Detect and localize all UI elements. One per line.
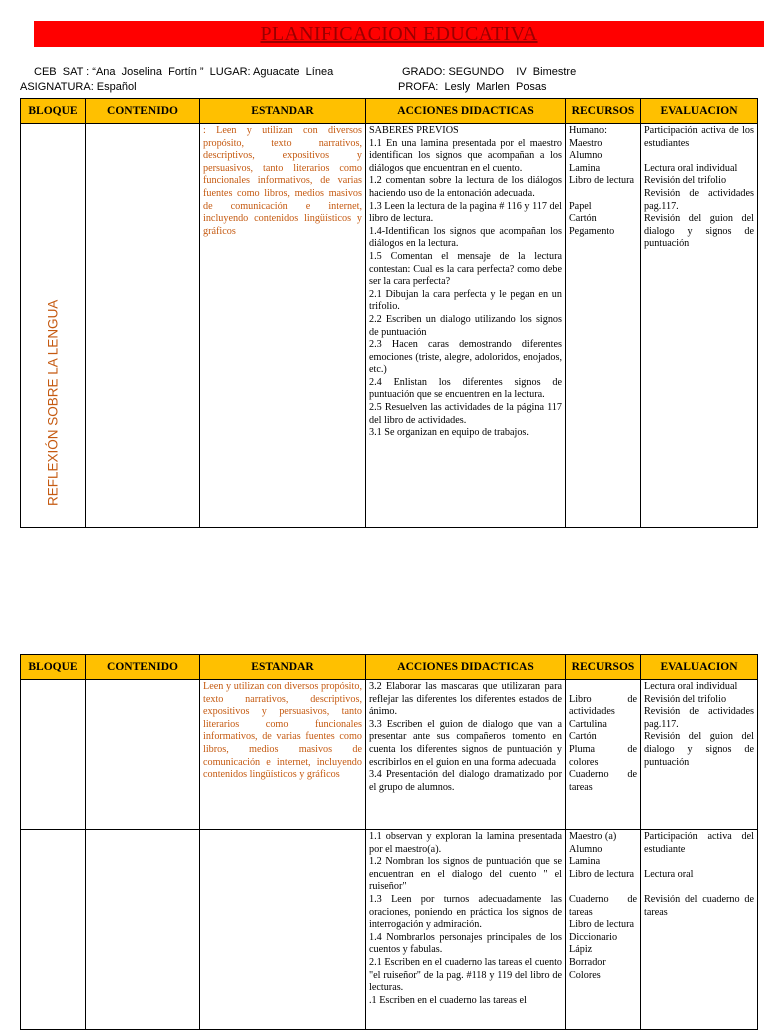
table-header-row <box>21 99 758 124</box>
recursos-cell: Humano: Maestro Alumno Lamina Libro de lectura Papel Cartón Pegamento <box>566 124 641 528</box>
evaluacion-cell: Participación activa del estudiante Lectura oral Revisión del cuaderno de tareas <box>641 830 758 1030</box>
table-row <box>21 124 758 528</box>
bloque-cell <box>21 124 86 528</box>
header-estandar: ESTANDAR <box>200 655 366 680</box>
header-recursos: RECURSOS <box>566 99 641 124</box>
evaluacion-cell: Lectura oral individual Revisión del trifolio Revisión de actividades pag.117. Revisión del guion del dialogo y signos de puntuación <box>641 680 758 830</box>
contenido-cell <box>86 830 200 1030</box>
estandar-cell <box>200 830 366 1030</box>
table-header-row <box>21 655 758 680</box>
header-acciones: ACCIONES DIDACTICAS <box>366 655 566 680</box>
planning-table-1 <box>20 98 758 528</box>
header-bloque: BLOQUE <box>21 655 86 680</box>
header-recursos: RECURSOS <box>566 655 641 680</box>
acciones-cell: 1.1 observan y exploran la lamina presentada por el maestro(a). 1.2 Nombran los signos de puntuación que se encuentran en el dialogo del cuento " el ruiseñor" 1.3 Leen por turnos adecuadamente las oraciones, poniendo en práctica los signos de interrogación y admiración. 1.4 Nombrarlos personajes principales de los cuentos y fabulas. 2.1 Escriben en el cuaderno las tareas el cuento "el ruiseñor" de la pag. #118 y 119 del libro de lecturas. .1 Escriben en el cuaderno las tareas el <box>366 830 566 1030</box>
school-location-line: CEB SAT : “Ana Joselina Fortín ” LUGAR: Aguacate Línea <box>34 66 334 78</box>
header-acciones: ACCIONES DIDACTICAS <box>366 99 566 124</box>
grade-line: GRADO: SEGUNDO IV Bimestre <box>402 66 577 78</box>
subject-line: ASIGNATURA: Español <box>20 81 137 93</box>
table-row <box>21 830 758 1030</box>
estandar-cell: Leen y utilizan con diversos propósito, texto narrativos, descriptivos, expositivos y persuasivos, tanto literarios como funcionales informativos, de varias fuentes como libros, medios masivos de comunicación e internet, incluyendo contenidos lingüísticos y gráficos <box>200 680 366 830</box>
recursos-cell: Maestro (a) Alumno Lamina Libro de lectura Cuaderno de tareas Libro de lectura Diccionario Lápiz Borrador Colores <box>566 830 641 1030</box>
header-contenido: CONTENIDO <box>86 655 200 680</box>
header-contenido: CONTENIDO <box>86 99 200 124</box>
bloque-cell <box>21 830 86 1030</box>
contenido-cell <box>86 680 200 830</box>
page-title: PLANIFICACION EDUCATIVA <box>260 23 538 45</box>
header-evaluacion: EVALUACION <box>641 99 758 124</box>
estandar-cell: : Leen y utilizan con diversos propósito, texto narrativos, descriptivos, expositivos y persuasivos, tanto literarios como funcionales informativos, de varias fuentes como libros, medios masivos de comunicación e internet, incluyendo contenidos lingüísticos y gráficos <box>200 124 366 528</box>
teacher-line: PROFA: Lesly Marlen Posas <box>398 81 547 93</box>
planning-table-2 <box>20 654 758 1030</box>
evaluacion-cell: Participación activa de los estudiantes Lectura oral individual Revisión del trifolio Revisión de actividades pag.117. Revisión del guion del dialogo y signos de puntuación <box>641 124 758 528</box>
bloque-cell <box>21 680 86 830</box>
bloque-label: REFLEXIÓN SOBRE LA LENGUA <box>45 299 61 506</box>
acciones-cell: SABERES PREVIOS 1.1 En una lamina presentada por el maestro identifican los signos que acompañan a los diálogos que encuentran en el cuento. 1.2 comentan sobre la lectura de los diálogos haciendo uso de la entonación adecuada. 1.3 Leen la lectura de la pagina # 116 y 117 del libro de lectura. 1.4-Identifican los signos que acompañan los diálogos en la lectura. 1.5 Comentan el mensaje de la lectura contestan: Cual es la cara perfecta? como debe ser la cara perfecta? 2.1 Dibujan la cara perfecta y le pegan en un trifolio. 2.2 Escriben un dialogo utilizando los signos de puntuación 2.3 Hacen caras demostrando diferentes emociones (triste, alegre, adoloridos, enojados, etc.) 2.4 Enlistan los diferentes signos de puntuación que se encuentren en la lectura. 2.5 Resuelven las actividades de la página 117 del libro de actividades. 3.1 Se organizan en equipo de trabajos. <box>366 124 566 528</box>
contenido-cell <box>86 124 200 528</box>
recursos-cell: Libro de actividades Cartulina Cartón Pluma de colores Cuaderno de tareas <box>566 680 641 830</box>
table-row <box>21 680 758 830</box>
title-banner <box>34 21 764 47</box>
header-estandar: ESTANDAR <box>200 99 366 124</box>
acciones-cell: 3.2 Elaborar las mascaras que utilizaran para reflejar las diferentes los diferentes estados de ánimo. 3.3 Escriben el guion de dialogo que van a presentar ante sus compañeros tomento en cuenta los diferentes signos de puntuación y escribirlos en el guion en una forma adecuada 3.4 Presentación del dialogo dramatizado por el grupo de alumnos. <box>366 680 566 830</box>
header-bloque: BLOQUE <box>21 99 86 124</box>
header-evaluacion: EVALUACION <box>641 655 758 680</box>
